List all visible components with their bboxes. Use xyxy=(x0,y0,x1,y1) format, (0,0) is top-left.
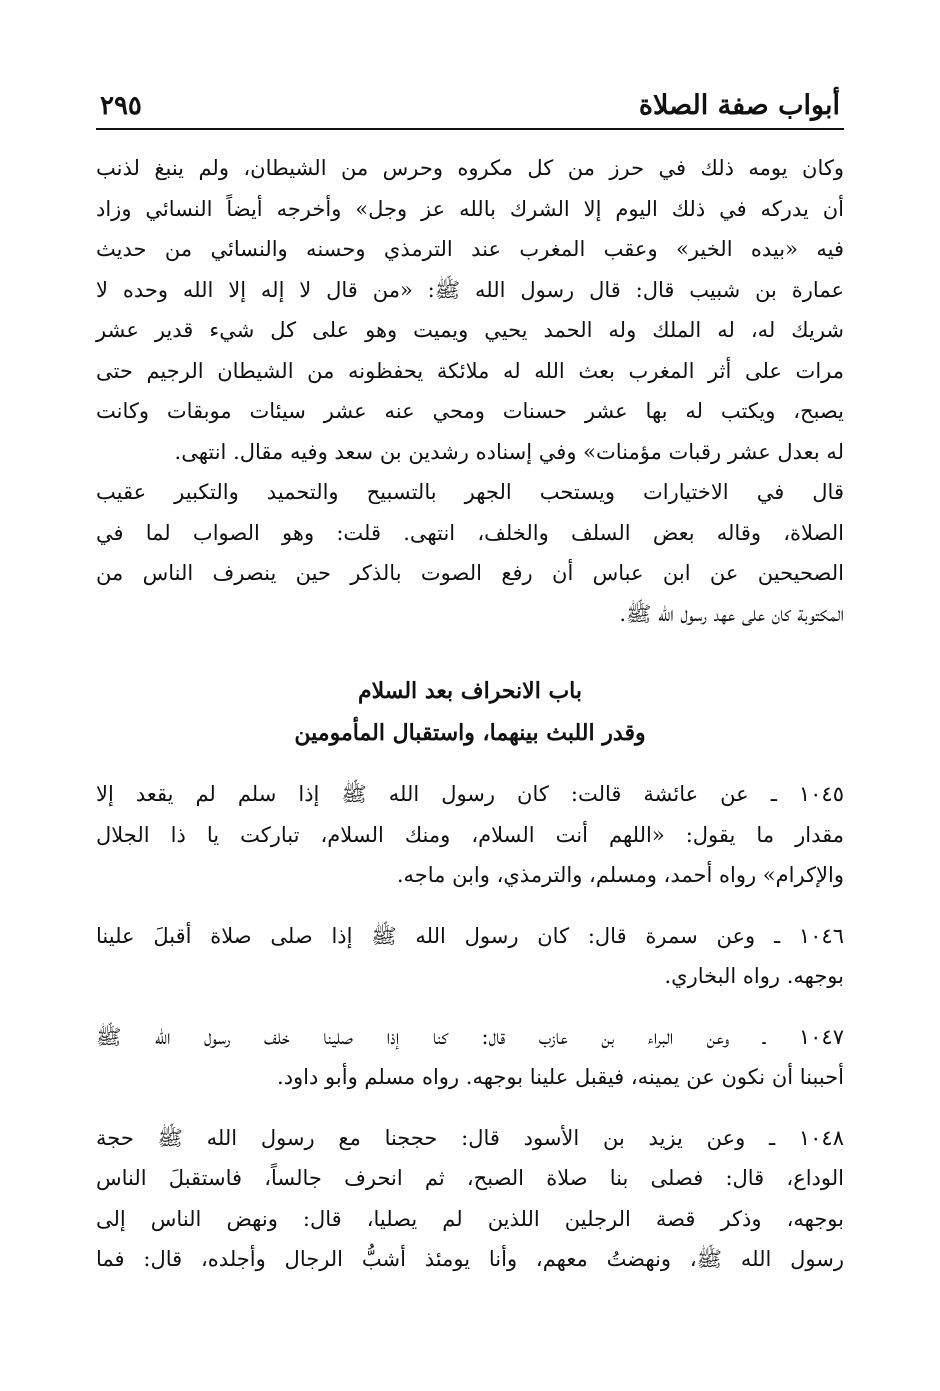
text-line: له بعدل عشر رقبات مؤمنات» وفي إسناده رشدين بن سعد وفيه مقال. انتهى. xyxy=(174,439,844,464)
page-number: ٢٩٥ xyxy=(100,91,142,121)
text-line: ١٠٤٧ ـ وعن البراء بن عازب قال: كنا إذا صلينا خلف رسول الله ﷺ xyxy=(96,1024,844,1049)
text-line: ١٠٤٦ ـ وعن سمرة قال: كان رسول الله ﷺ إذا صلى صلاة أقبلَ علينا xyxy=(96,923,844,948)
text-line: أن يدركه في ذلك اليوم إلا الشرك بالله عز وجل» وأخرجه أيضاً النسائي وزاد xyxy=(96,196,844,221)
text-line: بوجهه. رواه البخاري. xyxy=(664,964,844,988)
text-line: رسول الله ﷺ، ونهضتُ معهم، وأنا يومئذ أشبُّ الرجال وأجلده، قال: فما xyxy=(96,1247,844,1271)
section-heading-line-2: وقدر اللبث بينهما، واستقبال المأمومين xyxy=(294,720,646,746)
section-heading xyxy=(96,670,844,754)
chapter-title: أبواب صفة الصلاة xyxy=(638,90,840,121)
text-line: الوداع، قال: فصلى بنا صلاة الصبح، ثم انحرف جالساً، فاستقبلَ الناس xyxy=(96,1166,844,1190)
text-line: عمارة بن شبيب قال: قال رسول الله ﷺ: «من قال لا إله إلا الله وحده لا xyxy=(96,277,844,302)
hadith-1045 xyxy=(96,774,844,896)
book-page xyxy=(96,78,844,1280)
page-header xyxy=(96,78,844,130)
text-line: مرات على أثر المغرب بعث الله له ملائكة يحفظونه من الشيطان الرجيم حتى xyxy=(96,358,844,383)
text-line: بوجهه، وذكر قصة الرجلين اللذين لم يصليا، قال: ونهض الناس إلى xyxy=(96,1206,844,1231)
hadith-1047 xyxy=(96,1017,844,1098)
intro-paragraph xyxy=(96,148,844,634)
text-line: المكتوبة كان على عهد رسول الله ﷺ. xyxy=(619,601,844,626)
hadith-1048 xyxy=(96,1118,844,1280)
text-line: الصلاة، وقاله بعض السلف والخلف، انتهى. قلت: وهو الصواب لما في xyxy=(96,520,844,545)
text-line: يصبح، ويكتب له بها عشر حسنات ومحي عنه عشر سيئات موبقات وكانت xyxy=(96,399,844,423)
text-line: ١٠٤٨ ـ وعن يزيد بن الأسود قال: حججنا مع رسول الله ﷺ حجة xyxy=(96,1125,844,1150)
text-line: فيه «بيده الخير» وعقب المغرب عند الترمذي وحسنه والنسائي من حديث xyxy=(96,237,844,261)
text-line: والإكرام» رواه أحمد، ومسلم، والترمذي، وابن ماجه. xyxy=(396,863,844,887)
hadith-1046 xyxy=(96,916,844,997)
text-line: وكان يومه ذلك في حرز من كل مكروه وحرس من الشيطان، ولم ينبغ لذنب xyxy=(96,156,844,180)
text-line: أحببنا أن نكون عن يمينه، فيقبل علينا بوجهه. رواه مسلم وأبو داود. xyxy=(277,1065,844,1089)
text-line: ١٠٤٥ ـ عن عائشة قالت: كان رسول الله ﷺ إذا سلم لم يقعد إلا xyxy=(96,782,844,806)
text-line: الصحيحين عن ابن عباس أن رفع الصوت بالذكر حين ينصرف الناس من xyxy=(96,561,844,585)
text-line: قال في الاختيارات ويستحب الجهر بالتسبيح والتحميد والتكبير عقيب xyxy=(96,480,844,504)
text-line: مقدار ما يقول: «اللهم أنت السلام، ومنك السلام، تباركت يا ذا الجلال xyxy=(96,822,844,847)
section-heading-line-1: باب الانحراف بعد السلام xyxy=(357,678,583,704)
text-line: شريك له، له الملك وله الحمد يحيي ويميت وهو على كل شيء قدير عشر xyxy=(96,318,844,342)
